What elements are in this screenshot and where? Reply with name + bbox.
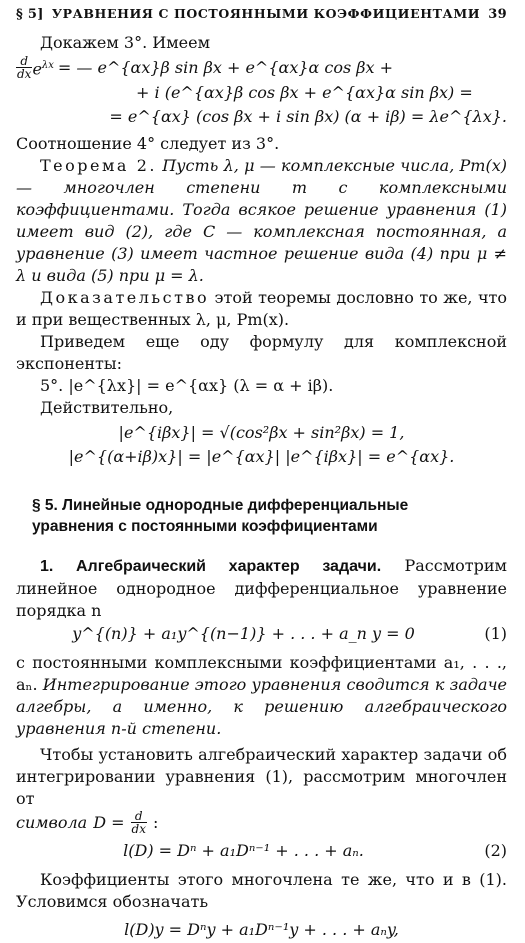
section-5-heading	[32, 495, 507, 537]
formula-intro: Приведем еще оду формулу для комплексной экспоненты:	[16, 332, 507, 374]
subsection-1-paragraph	[16, 555, 507, 622]
deriv-line-1	[16, 54, 507, 81]
symbol-colon: :	[152, 812, 159, 832]
deriv-line-1-rhs: = — e^{αx}β sin βx + e^{αx}α cos βx +	[57, 57, 394, 77]
proof-label: Доказательство	[40, 288, 210, 308]
indeed-line: Действительно,	[40, 398, 174, 418]
symbol-d-equals: D =	[93, 812, 125, 832]
symbol-fraction: $\frac{d}{dx}$	[131, 809, 146, 837]
e-lambda-x: $e^{\lambda x}$	[32, 59, 54, 79]
deriv-line-2: + i (e^{αx}β cos βx + e^{αx}α sin βx) =	[136, 83, 473, 103]
proof-text: этой теоремы дословно то же, что и при вещественных λ, μ, Pm(x).	[16, 288, 507, 330]
subsection-1-title: 1. Алгебраический характер задачи.	[40, 558, 382, 576]
equation-2-row	[16, 839, 507, 863]
symbol-label: символа	[16, 812, 88, 832]
derivative-equation	[16, 54, 507, 129]
equation-2: l(D) = Dⁿ + a₁Dⁿ⁻¹ + . . . + aₙ.	[123, 841, 364, 861]
integration-text: Интегрирование этого уравнения сводится к задаче алгебры, а именно, к решению алгебраического уравнения n-й степени.	[16, 675, 507, 739]
coefs-same-paragraph: Коэффициенты этого многочлена те же, что и в (1). Условимся обозначать	[16, 870, 507, 912]
subsection-1-text: Рассмотрим линейное однородное дифференциальное уравнение порядка n	[16, 556, 507, 621]
section-ref: § 5]	[16, 7, 44, 22]
symbol-line	[16, 810, 507, 835]
proof-paragraph	[16, 287, 507, 331]
equation-2-number: (2)	[484, 841, 507, 861]
prove-3-line: Докажем 3°. Имеем	[40, 33, 211, 52]
section-title-line-2: уравнения с постоянными коэффициентами	[32, 518, 378, 536]
formula-5: 5°. |e^{λx}| = e^{αx} (λ = α + iβ).	[40, 376, 334, 396]
equation-1-row	[16, 622, 507, 646]
equation-1-number: (1)	[484, 624, 507, 644]
running-head	[16, 6, 507, 22]
d-dx-fraction: $\frac{d}{dx}$	[17, 54, 32, 82]
equation-1: y^{(n)} + a₁y^{(n−1)} + . . . + a_n y = 0	[72, 624, 415, 644]
coefficients-text: с постоянными комплексными коэффициентами a₁, . . ., aₙ.	[16, 653, 507, 695]
abs-equation-2: |e^{(α+iβ)x}| = |e^{αx}| |e^{iβx}| = e^{αx}.	[68, 447, 455, 467]
section-title-line-1: § 5. Линейные однородные дифференциальные	[32, 497, 409, 515]
theorem-2	[16, 155, 507, 287]
establish-paragraph	[16, 744, 507, 810]
establish-text: Чтобы установить алгебраический характер задачи об интегрировании уравнения (1), рассмотрим многочлен от	[16, 745, 507, 809]
equation-3: l(D)y = Dⁿy + a₁Dⁿ⁻¹y + . . . + aₙy,	[124, 920, 399, 940]
running-title: УРАВНЕНИЯ С ПОСТОЯННЫМИ КОЭФФИЦИЕНТАМИ	[51, 6, 481, 21]
theorem-text: Пусть λ, μ — комплексные числа, Pm(x) — многочлен степени m с комплексными коэффициентами. Тогда всякое решение уравнения (1) имеет вид (2), где C — комплексная постоянная, а уравнение (3) имеет частное решение вида (4) при μ ≠ λ и вида (5) при μ = λ.	[16, 156, 507, 286]
abs-equation-1: |e^{iβx}| = √(cos²βx + sin²βx) = 1,	[118, 423, 405, 443]
ratio-4-line: Соотношение 4° следует из 3°.	[16, 134, 280, 154]
deriv-line-3: = e^{αx} (cos βx + i sin βx) (α + iβ) = λe^{λx}.	[109, 107, 507, 127]
theorem-label: Теорема 2.	[40, 156, 157, 176]
coefficients-paragraph	[16, 652, 507, 740]
page-number: 39	[488, 7, 507, 22]
